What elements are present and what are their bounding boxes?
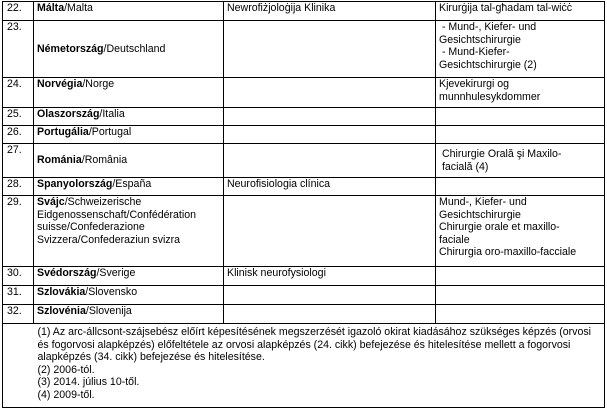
surgery-title: - Mund-, Kiefer- und Gesichtschirurgie - Mund-Kiefer- Gesichtschirurgie (2) <box>436 21 605 78</box>
row-number: 27. <box>3 144 34 178</box>
surgery-title: Mund-, Kiefer- und Gesichtschirurgie Chirurgie orale et maxillo- faciale Chirurgia oro-maxillo-facciale <box>436 196 605 267</box>
neurophysiology-title <box>224 21 436 78</box>
neurophysiology-title: Klinisk neurofysiologi <box>224 267 436 286</box>
surgery-title <box>436 178 605 196</box>
country-name: Románia/România <box>34 144 224 178</box>
surgery-title: Chirurgie Orală şi Maxilo- facială (4) <box>436 144 605 178</box>
row-number: 31. <box>3 286 34 305</box>
surgery-title <box>436 286 605 305</box>
table-row <box>3 78 605 108</box>
row-number: 28. <box>3 178 34 196</box>
surgery-title <box>436 108 605 126</box>
neurophysiology-title <box>224 126 436 144</box>
neurophysiology-title <box>224 196 436 267</box>
table-row <box>3 196 605 267</box>
country-name: Olaszország/Italia <box>34 108 224 126</box>
country-name: Portugália/Portugal <box>34 126 224 144</box>
footnote: (2) 2006-tól. <box>37 363 95 376</box>
row-number: 30. <box>3 267 34 286</box>
country-name: Norvégia/Norge <box>34 78 224 108</box>
row-number: 24. <box>3 78 34 108</box>
country-name: Svédország/Sverige <box>34 267 224 286</box>
country-name: Szlovákia/Slovensko <box>34 286 224 305</box>
table-row <box>3 286 605 305</box>
country-name: Málta/Malta <box>34 2 224 21</box>
neurophysiology-title <box>224 286 436 305</box>
neurophysiology-title <box>224 78 436 108</box>
footnote: (4) 2009-től. <box>37 388 95 401</box>
neurophysiology-title <box>224 144 436 178</box>
row-number: 23. <box>3 21 34 78</box>
footnotes <box>34 324 605 408</box>
surgery-title <box>436 305 605 324</box>
neurophysiology-title: Newrofiżjoloġija Klinika <box>224 2 436 21</box>
surgery-title <box>436 267 605 286</box>
table-row <box>3 178 605 196</box>
country-name: Németország/Deutschland <box>34 21 224 78</box>
countries-table <box>2 1 605 408</box>
row-number: 29. <box>3 196 34 267</box>
surgery-title: Kjevekirurgi og munnhulesykdommer <box>436 78 605 108</box>
surgery-title: Kirurġija tal-għadam tal-wiċċ <box>436 2 605 21</box>
table-row <box>3 305 605 324</box>
neurophysiology-title: Neurofisiologia clínica <box>224 178 436 196</box>
footnote: (3) 2014. július 10-től. <box>37 376 140 389</box>
table-row <box>3 144 605 178</box>
footnotes-spacer <box>3 324 34 408</box>
neurophysiology-title <box>224 305 436 324</box>
table-row <box>3 21 605 78</box>
table-row <box>3 2 605 21</box>
row-number: 22. <box>3 2 34 21</box>
row-number: 26. <box>3 126 34 144</box>
footnote: (1) Az arc-állcsont-szájsebész előírt képesítésének megszerzését igazoló okirat kiadásához szükséges képzés (orvosi és fogorvosi alapképzés) előfeltétele az orvosi alapképzés (24. cikk) befejezése és hitelesítése mellett a fogorvosi alapképzés (34. cikk) befejezése és hitelesítése. <box>37 326 591 364</box>
footnotes-row <box>3 324 605 408</box>
table-row <box>3 267 605 286</box>
row-number: 25. <box>3 108 34 126</box>
country-name: Spanyolország/España <box>34 178 224 196</box>
table-row <box>3 126 605 144</box>
surgery-title <box>436 126 605 144</box>
country-name: Svájc/Schweizerische Eidgenossenschaft/Confédération suisse/Confederazione Svizzera/Confederaziun svizra <box>34 196 224 267</box>
row-number: 32. <box>3 305 34 324</box>
neurophysiology-title <box>224 108 436 126</box>
country-name: Szlovénia/Slovenija <box>34 305 224 324</box>
table-row <box>3 108 605 126</box>
